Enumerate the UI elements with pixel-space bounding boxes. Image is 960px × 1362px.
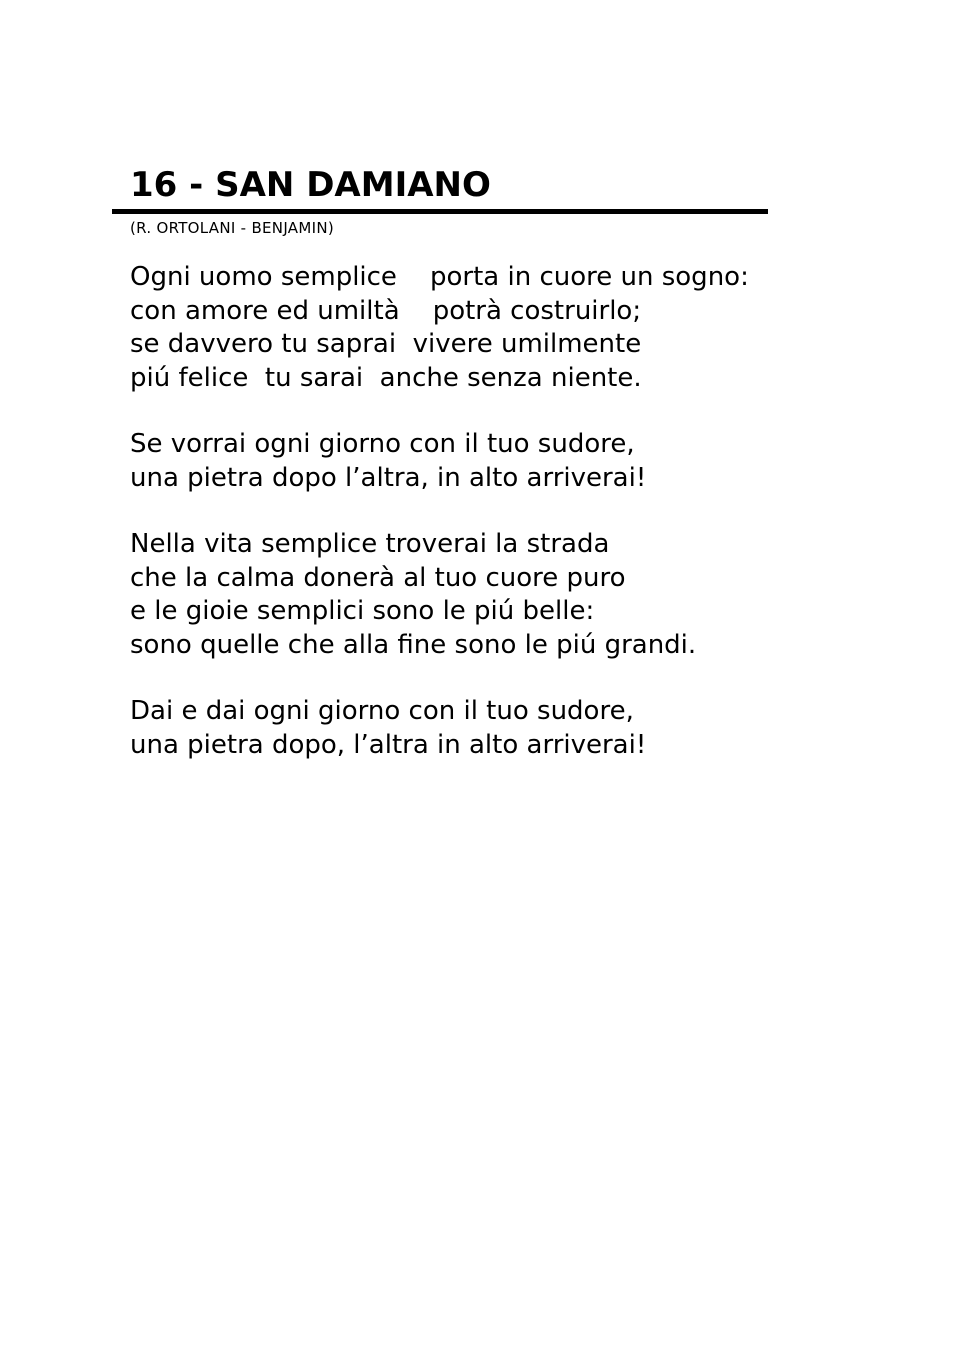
lyric-line: Dai e dai ogni giorno con il tuo sudore, [130,696,634,726]
lyric-line: Nella vita semplice troverai la strada [130,529,610,559]
lyric-line: una pietra dopo l’altra, in alto arriverai! [130,462,647,493]
stanza-2 [130,428,749,495]
lyric-line: piú felice tu sarai anche senza niente. [130,362,642,393]
lyric-line: sono quelle che alla fine sono le piú grandi. [130,629,697,660]
lyric-line: se davvero tu saprai vivere umilmente [130,329,642,359]
lyric-line: Ogni uomo semplice porta in cuore un sogno: [130,262,749,292]
stanza-4 [130,695,749,762]
lyric-line: che la calma donerà al tuo cuore puro [130,562,626,593]
song-title: 16 - SAN DAMIANO [130,165,491,205]
title-underline [112,209,768,214]
stanza-1 [130,261,749,395]
lyric-line: una pietra dopo, l’altra in alto arriverai! [130,729,647,760]
lyric-line: e le gioie semplici sono le piú belle: [130,596,595,626]
lyric-line: con amore ed umiltà potrà costruirlo; [130,295,642,326]
lyrics [130,261,749,795]
stanza-3 [130,528,749,662]
lyric-line: Se vorrai ogni giorno con il tuo sudore, [130,429,635,459]
song-authors: (R. ORTOLANI - BENJAMIN) [130,219,334,237]
